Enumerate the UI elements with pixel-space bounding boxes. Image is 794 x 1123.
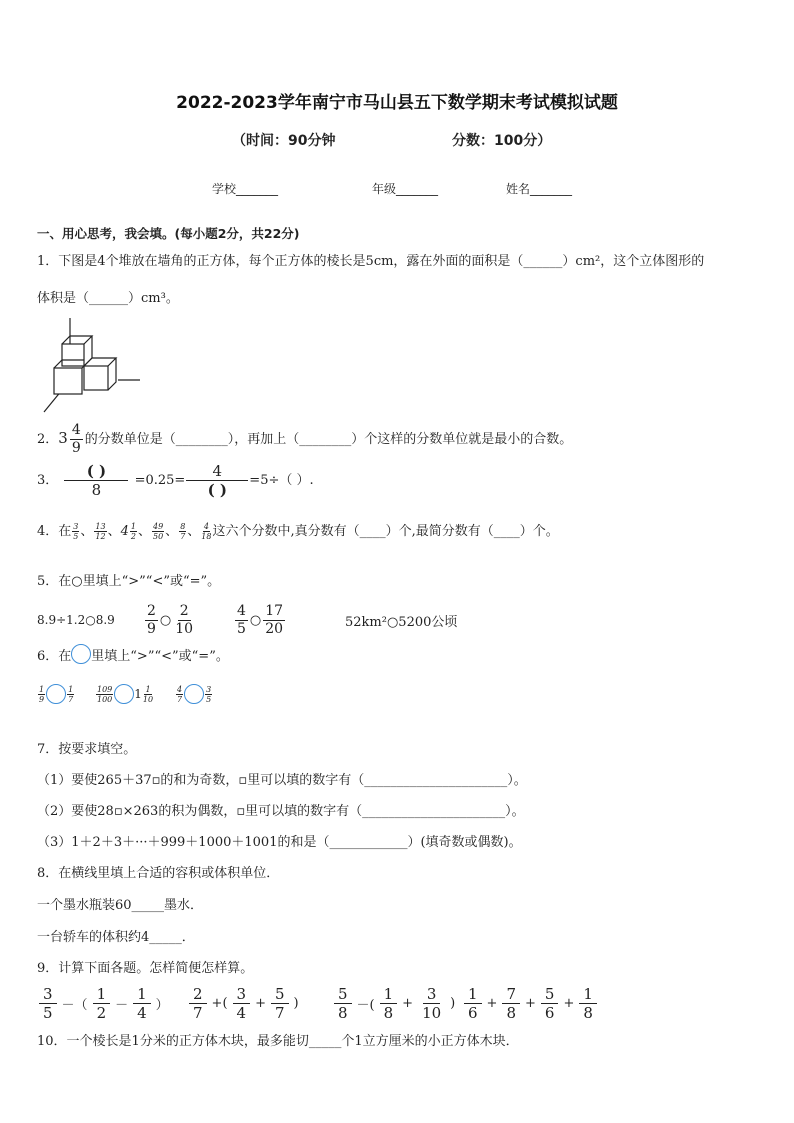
q9-expr-2: $\frac{2}{7}$ +( $\frac{3}{4}$ + $\frac{5}{7}$ ) <box>187 985 332 1022</box>
q4-sep-5: 、 <box>187 524 201 539</box>
q5-c-circle[interactable]: ○ <box>249 612 262 628</box>
q4-frac-3-num: 1 <box>130 522 136 531</box>
q6-3-right-num: 3 <box>206 684 212 694</box>
page-title: 2022-2023学年南宁市马山县五下数学期末考试模拟试题 <box>176 93 618 113</box>
grade-field[interactable]: 年级_______ <box>372 182 439 196</box>
q6-2-right-whole: 1 <box>134 687 142 701</box>
q3-den2[interactable]: ( ) <box>207 481 227 499</box>
q1-line1: 1．下图是4个堆放在墙角的正方体，每个正方体的棱长是5cm，露在外面的面积是（______）cm²，这个立体图形的 <box>37 254 705 269</box>
q6-1-left <box>38 685 45 704</box>
q3-num2: 4 <box>186 462 248 481</box>
name-field[interactable]: 姓名_______ <box>506 182 573 196</box>
q5-row <box>37 600 457 640</box>
q5-item-a: 8.9÷1.2○8.9 <box>37 613 115 627</box>
q8-line2: 一台轿车的体积约4_____． <box>37 930 195 945</box>
q6-prefix: 6．在 <box>37 648 72 664</box>
q2-num: 4 <box>71 422 81 438</box>
q9-expr-4: $\frac{1}{6}$ + $\frac{7}{8}$ + $\frac{5}{6}$ + $\frac{1}{8}$ <box>462 985 599 1022</box>
q5-item-d: 52km²○5200公顷 <box>345 614 458 630</box>
q7-part3: （3）1＋2＋3＋···＋999＋1000＋1001的和是（____________）(填奇数或偶数)。 <box>37 835 522 850</box>
q4-row <box>37 520 559 541</box>
q4-frac-3-den: 2 <box>130 532 136 541</box>
q3-fraction-2 <box>187 462 247 499</box>
q4-frac-3-whole: 4 <box>120 524 129 539</box>
q2-prefix: 2． <box>37 432 59 447</box>
q5-b-frac2 <box>173 603 195 638</box>
q4-frac-2-num: 13 <box>95 522 106 531</box>
q6-1-left-num: 1 <box>39 684 45 694</box>
q4-sep-1: 、 <box>80 524 94 539</box>
q6-row <box>37 684 213 704</box>
q5-b-num1: 2 <box>147 602 156 619</box>
school-field[interactable]: 学校_______ <box>212 182 279 196</box>
q4-sep-2: 、 <box>107 524 121 539</box>
q6-2-circle[interactable] <box>114 684 134 704</box>
q6-3-right <box>205 685 212 704</box>
q5-b-circle[interactable]: ○ <box>159 612 172 628</box>
q3-tail: =5÷（ ）. <box>249 473 314 488</box>
q4-frac-4-den: 50 <box>152 532 164 541</box>
q9-title: 9．计算下面各题。怎样简便怎样算。 <box>37 961 254 976</box>
q9-expr-1: $\frac{3}{5}$ －（ $\frac{1}{2}$ － $\frac{1}{4}$ ） <box>37 985 187 1022</box>
q4-frac-6 <box>201 522 211 541</box>
q2-whole: 3 <box>58 429 68 447</box>
q6-3-left-den: 7 <box>177 694 183 704</box>
q10-line: 10．一个棱长是1分米的正方体木块，最多能切_____个1立方厘米的小正方体木块． <box>37 1034 519 1049</box>
q7-part1: （1）要使265＋37▫的和为奇数，▫里可以填的数字有（______________________）。 <box>37 773 527 788</box>
q2-den: 9 <box>71 440 81 456</box>
q3-mid: =0.25= <box>134 473 186 488</box>
q4-frac-1 <box>72 522 79 541</box>
time-label: （时间：90分钟 <box>232 133 336 149</box>
q5-c-frac1 <box>235 603 248 638</box>
q5-title: 5．在○里填上“>”“<”或“=”。 <box>37 574 221 589</box>
q3-row <box>37 462 314 499</box>
q2-row <box>37 422 572 457</box>
q6-tail: 里填上“>”“<”或“=”。 <box>91 648 229 664</box>
q4-frac-6-num: 4 <box>203 522 209 531</box>
q6-2-left-den: 100 <box>97 694 113 704</box>
q4-frac-4-num: 49 <box>152 522 164 531</box>
q5-b-frac1 <box>145 603 158 638</box>
q5-c-den2: 20 <box>265 620 284 637</box>
q6-2-left-num: 109 <box>97 684 113 694</box>
q3-den1: 8 <box>91 481 102 499</box>
q8-line1: 一个墨水瓶装60_____墨水． <box>37 898 204 913</box>
q5-c-den1: 5 <box>237 620 246 637</box>
q6-3-circle[interactable] <box>184 684 204 704</box>
q2-text: 的分数单位是（________），再加上（________）个这样的分数单位就是最小的合数。 <box>84 432 573 447</box>
q3-prefix: 3． <box>37 473 59 488</box>
q4-tail: 这六个分数中,真分数有（____）个,最简分数有（____）个。 <box>212 524 559 539</box>
q5-b-den2: 10 <box>175 620 194 637</box>
q4-frac-6-den: 18 <box>201 532 212 541</box>
q4-frac-5-num: 8 <box>180 522 186 531</box>
q6-2-right <box>143 685 153 704</box>
q4-frac-3 <box>130 522 137 541</box>
q4-frac-1-num: 3 <box>73 522 79 531</box>
q4-frac-4 <box>152 522 164 541</box>
q1-line2: 体积是（______）cm³。 <box>37 291 179 306</box>
q4-sep-3: 、 <box>137 524 151 539</box>
cube-stack-figure <box>40 318 144 414</box>
q5-c-num1: 4 <box>237 602 246 619</box>
q6-item-3 <box>175 684 213 704</box>
q2-fraction <box>70 422 83 457</box>
q5-b-den1: 9 <box>147 620 156 637</box>
section-heading: 一、用心思考，我会填。(每小题2分，共22分) <box>37 226 300 241</box>
q6-1-right-den: 7 <box>68 694 74 704</box>
q6-1-right-num: 1 <box>68 684 74 694</box>
q5-item-c <box>233 603 337 638</box>
q9-expr-3: $\frac{5}{8}$ －( $\frac{1}{8}$ + $\frac{3}{10}$ ) <box>332 985 462 1022</box>
score-label: 分数：100分） <box>452 133 552 149</box>
q6-2-left <box>96 685 113 704</box>
q4-frac-2 <box>94 522 106 541</box>
q7-title: 7．按要求填空。 <box>37 742 137 757</box>
q3-fraction-1 <box>64 462 128 499</box>
q5-b-num2: 2 <box>179 602 189 619</box>
q6-3-left-num: 4 <box>177 684 183 694</box>
q3-num1[interactable]: ( ) <box>64 462 128 481</box>
q6-2-right-num: 1 <box>145 684 151 694</box>
q6-item-1 <box>37 684 95 704</box>
q6-circle-icon <box>71 644 91 664</box>
q8-title: 8．在横线里填上合适的容积或体积单位． <box>37 866 280 881</box>
q4-frac-2-den: 12 <box>95 532 106 541</box>
q4-sep-4: 、 <box>165 524 179 539</box>
q6-title <box>37 644 229 664</box>
q9-row <box>37 982 599 1024</box>
q4-frac-5-den: 7 <box>180 532 186 541</box>
q6-1-left-den: 9 <box>39 694 45 704</box>
q7-part2: （2）要使28▫×263的积为偶数，▫里可以填的数字有（______________________）。 <box>37 804 525 819</box>
q4-frac-1-den: 5 <box>73 532 79 541</box>
q5-c-frac2 <box>263 603 285 638</box>
q6-item-2 <box>95 684 175 704</box>
q6-3-left <box>176 685 183 704</box>
q5-c-num2: 17 <box>265 602 284 619</box>
q6-2-right-den: 10 <box>142 694 154 704</box>
q6-1-right <box>67 685 74 704</box>
q4-frac-5 <box>179 522 186 541</box>
q6-3-right-den: 5 <box>206 694 212 704</box>
q5-item-b <box>143 603 223 638</box>
q4-prefix: 4．在 <box>37 524 72 539</box>
q6-1-circle[interactable] <box>46 684 66 704</box>
